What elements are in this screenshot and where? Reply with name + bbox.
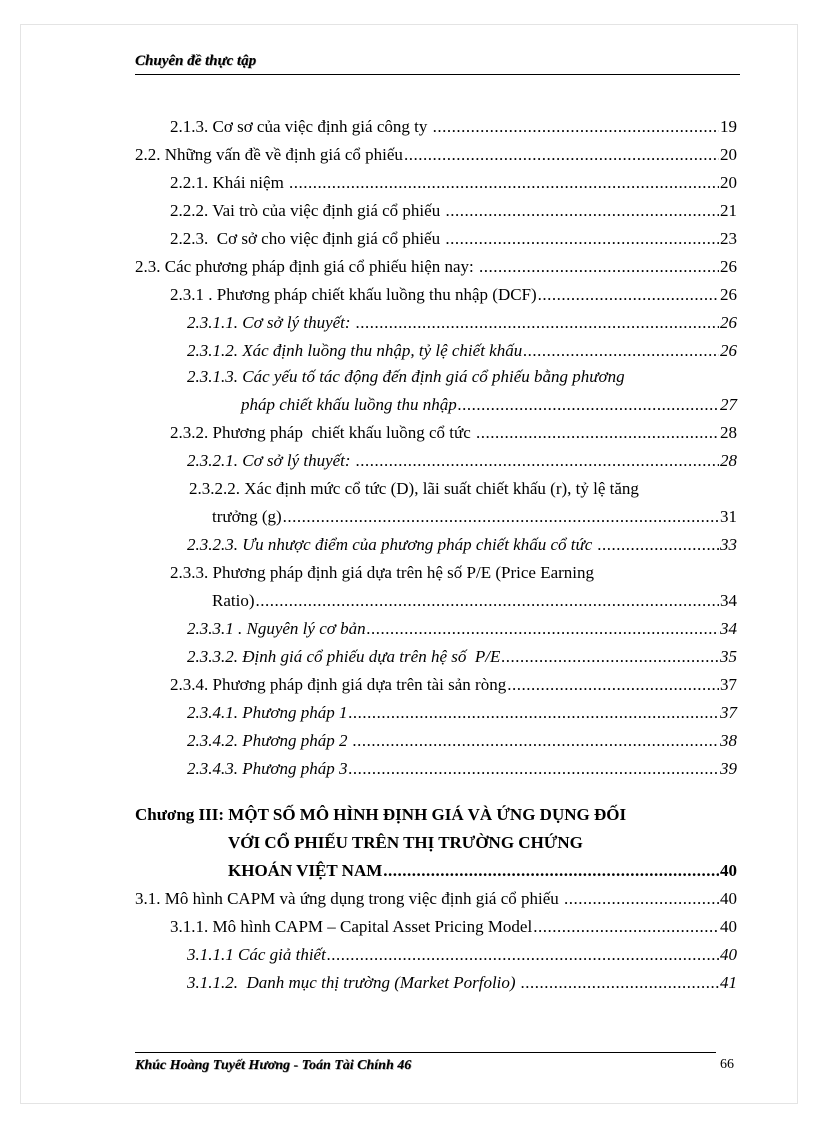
toc-entry-line[interactable]: 2.3.1.3. Các yếu tố tác động đến định giá cổ phiếu bằng phương bbox=[187, 367, 625, 386]
chapter-heading[interactable]: VỚI CỔ PHIẾU TRÊN THỊ TRƯỜNG CHỨNG bbox=[228, 833, 583, 852]
leader-dots bbox=[348, 703, 719, 723]
toc-entry[interactable]: 2.2.1. Khái niệm ..... 20 bbox=[170, 173, 737, 193]
toc-entry[interactable]: Ratio) ..... 34 bbox=[212, 591, 737, 611]
toc-entry[interactable]: 3.1.1. Mô hình CAPM – Capital Asset Pricing Model ..... 40 bbox=[170, 917, 737, 937]
toc-entry[interactable]: trưởng (g) ..... 31 bbox=[212, 507, 737, 527]
running-header: Chuyên đề thực tập bbox=[135, 53, 257, 69]
leader-dots bbox=[327, 945, 719, 965]
leader-dots bbox=[479, 257, 719, 277]
leader-dots bbox=[538, 285, 719, 305]
leader-dots bbox=[353, 731, 719, 751]
toc-entry[interactable]: pháp chiết khấu luồng thu nhập ..... 27 bbox=[241, 395, 737, 415]
toc-entry[interactable]: 3.1.1.1 Các giả thiết ..... 40 bbox=[187, 945, 737, 965]
leader-dots bbox=[445, 229, 719, 249]
leader-dots bbox=[598, 535, 719, 555]
toc-entry[interactable]: 2.3.1.1. Cơ sở lý thuyết: ..... 26 bbox=[187, 313, 737, 333]
chapter-heading[interactable]: Chương III: MỘT SỐ MÔ HÌNH ĐỊNH GIÁ VÀ ỨNG DỤNG ĐỐI bbox=[135, 805, 627, 824]
page-number: 66 bbox=[720, 1057, 734, 1072]
leader-dots bbox=[356, 313, 719, 333]
leader-dots bbox=[533, 917, 719, 937]
leader-dots bbox=[404, 145, 719, 165]
leader-dots bbox=[523, 341, 719, 361]
toc-entry[interactable]: 2.2. Những vấn đề về định giá cổ phiếu ..... 20 bbox=[135, 145, 737, 165]
leader-dots bbox=[348, 759, 719, 779]
leader-dots bbox=[283, 507, 719, 527]
toc-entry-line[interactable]: 2.3.3. Phương pháp định giá dựa trên hệ số P/E (Price Earning bbox=[170, 563, 595, 582]
leader-dots bbox=[289, 173, 719, 193]
toc-entry[interactable]: 2.3.4.1. Phương pháp 1 ..... 37 bbox=[187, 703, 737, 723]
toc-entry[interactable]: 2.3.4.2. Phương pháp 2 ..... 38 bbox=[187, 731, 737, 751]
footer-rule bbox=[135, 1052, 716, 1053]
leader-dots bbox=[256, 591, 720, 611]
toc-entry[interactable]: 2.3.3.1 . Nguyên lý cơ bản ..... 34 bbox=[187, 619, 737, 639]
toc-entry[interactable]: 2.3.2. Phương pháp chiết khấu luồng cổ tức ..... 28 bbox=[170, 423, 737, 443]
leader-dots bbox=[507, 675, 719, 695]
toc-entry[interactable]: 2.1.3. Cơ sơ của việc định giá công ty ..... 19 bbox=[170, 117, 737, 137]
toc-entry[interactable]: 2.3.1.2. Xác định luồng thu nhập, tỷ lệ chiết khấu ..... 26 bbox=[187, 341, 737, 361]
toc-entry-line[interactable]: 2.3.2.2. Xác định mức cổ tức (D), lãi suất chiết khấu (r), tỷ lệ tăng bbox=[189, 479, 639, 498]
leader-dots bbox=[367, 619, 719, 639]
toc-entry[interactable]: 2.3.1 . Phương pháp chiết khấu luồng thu nhập (DCF) ..... 26 bbox=[170, 285, 737, 305]
leader-dots bbox=[501, 647, 719, 667]
toc-entry[interactable]: 2.2.2. Vai trò của việc định giá cổ phiếu ..... 21 bbox=[170, 201, 737, 221]
leader-dots bbox=[383, 861, 719, 881]
header-rule bbox=[135, 74, 740, 75]
toc-entry[interactable]: 2.3.3.2. Định giá cổ phiếu dựa trên hệ số P/E ..... 35 bbox=[187, 647, 737, 667]
leader-dots bbox=[458, 395, 719, 415]
footer-author: Khúc Hoàng Tuyết Hương - Toán Tài Chính 46 bbox=[135, 1058, 412, 1073]
leader-dots bbox=[356, 451, 719, 471]
toc-entry[interactable]: 2.3. Các phương pháp định giá cổ phiếu hiện nay: ..... 26 bbox=[135, 257, 737, 277]
toc-entry[interactable]: KHOÁN VIỆT NAM ..... 40 bbox=[228, 861, 737, 881]
leader-dots bbox=[521, 973, 719, 993]
leader-dots bbox=[564, 889, 719, 909]
toc-entry[interactable]: 2.3.4. Phương pháp định giá dựa trên tài sản ròng ..... 37 bbox=[170, 675, 737, 695]
toc-entry[interactable]: 2.3.2.1. Cơ sở lý thuyết: ..... 28 bbox=[187, 451, 737, 471]
toc-entry[interactable]: 2.2.3. Cơ sở cho việc định giá cổ phiếu ..... 23 bbox=[170, 229, 737, 249]
toc-entry[interactable]: 2.3.4.3. Phương pháp 3 ..... 39 bbox=[187, 759, 737, 779]
toc-entry[interactable]: 2.3.2.3. Ưu nhược điểm của phương pháp chiết khấu cổ tức ..... 33 bbox=[187, 535, 737, 555]
leader-dots bbox=[476, 423, 719, 443]
toc-entry[interactable]: 3.1.1.2. Danh mục thị trường (Market Porfolio) ..... 41 bbox=[187, 973, 737, 993]
leader-dots bbox=[433, 117, 719, 137]
toc-entry[interactable]: 3.1. Mô hình CAPM và ứng dụng trong việc định giá cổ phiếu ..... 40 bbox=[135, 889, 737, 909]
leader-dots bbox=[445, 201, 719, 221]
